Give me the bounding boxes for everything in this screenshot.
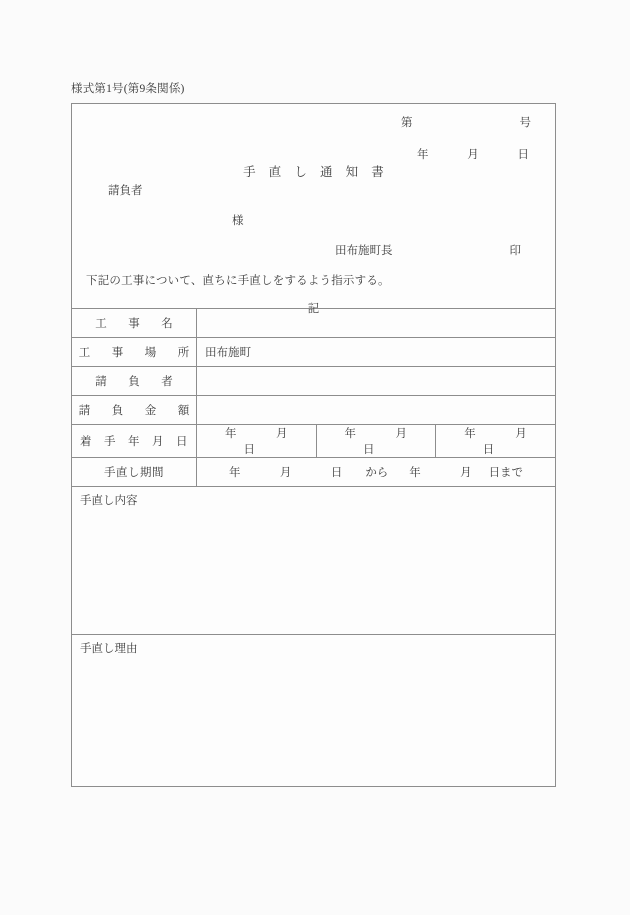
document-number-row: [401, 114, 531, 130]
rework-reason-label: 手直し理由: [80, 643, 138, 655]
project-details-table: [72, 308, 567, 486]
table-row: [72, 396, 555, 425]
document-frame: [71, 103, 567, 787]
contractor-label: 請負者: [108, 185, 143, 197]
document-date-day: 日: [517, 149, 529, 161]
start-date-cell-1[interactable]: 年 月 日: [197, 425, 317, 458]
rework-content-block[interactable]: [72, 486, 555, 634]
row-label-contract-amount: 請 負 金 額: [72, 396, 197, 425]
row-value-project-location[interactable]: 田布施町: [197, 338, 556, 367]
row-label-contractor: 請 負 者: [72, 367, 197, 396]
honorific-sama: 様: [232, 215, 244, 227]
document-number-prefix: 第: [401, 117, 413, 129]
period-to-suffix: 日まで: [488, 467, 524, 479]
instruction-statement: 下記の工事について、直ちに手直しをするよう指示する。: [86, 275, 390, 287]
row-value-contract-amount[interactable]: [197, 396, 556, 425]
table-row-period: [72, 458, 555, 487]
document-date-year: 年: [417, 149, 429, 161]
issuer-row: [335, 242, 521, 258]
row-label-project-location: 工 事 場 所: [72, 338, 197, 367]
row-label-project-name: 工 事 名: [72, 309, 197, 338]
ki-mark: 記: [307, 303, 320, 315]
issuer-name: 田布施町長: [335, 245, 393, 257]
rework-reason-block[interactable]: [72, 634, 555, 783]
document-title: 手 直 し 通 知 書: [243, 165, 389, 179]
period-from: 年 月 日: [228, 467, 357, 479]
row-value-contractor[interactable]: [197, 367, 556, 396]
document-date-row: [417, 146, 529, 162]
table-row: [72, 338, 555, 367]
rework-period-value[interactable]: [197, 458, 556, 487]
table-row: [72, 367, 555, 396]
table-row-start-date: [72, 425, 555, 458]
rework-content-label: 手直し内容: [80, 495, 138, 507]
period-to: 年 月: [409, 467, 486, 479]
period-connector: から: [365, 467, 389, 479]
document-header-area: [72, 104, 555, 315]
document-number-suffix: 号: [519, 117, 531, 129]
seal-mark: 印: [509, 245, 521, 257]
row-label-start-date: 着 手 年 月 日: [72, 425, 197, 458]
document-date-month: 月: [467, 149, 479, 161]
start-date-cell-3[interactable]: 年 月 日: [436, 425, 556, 458]
form-number-label: 様式第1号(第9条関係): [71, 83, 185, 95]
start-date-cell-2[interactable]: 年 月 日: [316, 425, 436, 458]
row-label-rework-period: 手直し期間: [72, 458, 197, 487]
